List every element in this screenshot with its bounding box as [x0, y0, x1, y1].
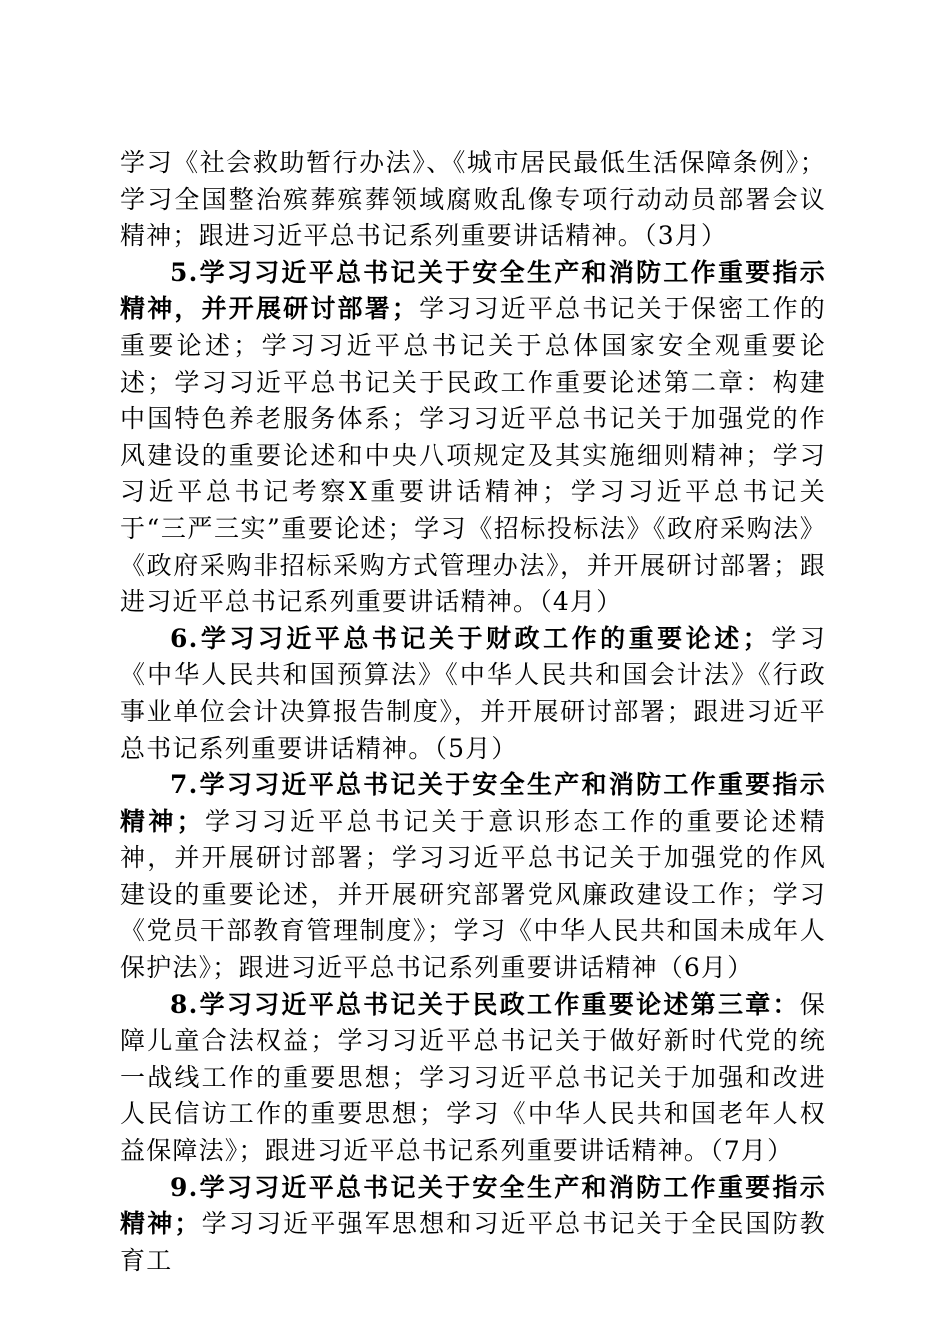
paragraph-text: 保障儿童合法权益；学习习近平总书记关于做好新时代党的统一战线工作的重要思想；学习习近平总书记关于加强和改进人民信访工作的重要思想；学习《中华人民共和国老年人权益保障法》；跟进习近平总书记系列重要讲话精神。（7月） — [120, 989, 826, 1166]
paragraph-heading: 7.学习习近平总书记关于安全生产和消防工作重要指示精神； — [120, 770, 826, 836]
document-page — [120, 145, 826, 1279]
paragraph-item-5 — [120, 255, 826, 621]
paragraph-text: 学习习近平强军思想和习近平总书记关于全民国防教育工 — [120, 1209, 826, 1275]
paragraph-heading: 9.学习习近平总书记关于安全生产和消防工作重要指示精神； — [120, 1172, 826, 1239]
paragraph-heading: 5.学习习近平总书记关于安全生产和消防工作重要指示精神，并开展研讨部署； — [120, 257, 826, 324]
paragraph-item-6 — [120, 621, 826, 767]
paragraph-heading: 8.学习习近平总书记关于民政工作重要论述第三章： — [170, 989, 800, 1019]
paragraph-item-9 — [120, 1170, 826, 1280]
paragraph-continuation — [120, 145, 826, 255]
paragraph-text: 学习《社会救助暂行办法》、《城市居民最低生活保障条例》；学习全国整治殡葬殡葬领域腐败乱像专项行动动员部署会议精神；跟进习近平总书记系列重要讲话精神。（3月） — [120, 148, 826, 251]
paragraph-text: 学习《中华人民共和国预算法》《中华人民共和国会计法》《行政事业单位会计决算报告制度》，并开展研讨部署；跟进习近平总书记系列重要讲话精神。（5月） — [120, 623, 826, 763]
paragraph-item-7 — [120, 767, 826, 987]
paragraph-heading: 6.学习习近平总书记关于财政工作的重要论述； — [170, 623, 769, 653]
paragraph-text: 学习习近平总书记关于意识形态工作的重要论述精神，并开展研讨部署；学习习近平总书记关于加强党的作风建设的重要论述，并开展研究部署党风廉政建设工作；学习《党员干部教育管理制度》；学习《中华人民共和国未成年人保护法》；跟进习近平总书记系列重要讲话精神（6月） — [120, 806, 826, 983]
paragraph-text: 学习习近平总书记关于保密工作的重要论述；学习习近平总书记关于总体国家安全观重要论述；学习习近平总书记关于民政工作重要论述第二章：构建中国特色养老服务体系；学习习近平总书记关于加强党的作风建设的重要论述和中央八项规定及其实施细则精神；学习习近平总书记考察X重要讲话精神；学习习近平总书记关于“三严三实”重要论述；学习《招标投标法》《政府采购法》《政府采购非招标采购方式管理办法》，并开展研讨部署；跟进习近平总书记系列重要讲话精神。（4月） — [120, 294, 826, 617]
paragraph-item-8 — [120, 987, 826, 1170]
